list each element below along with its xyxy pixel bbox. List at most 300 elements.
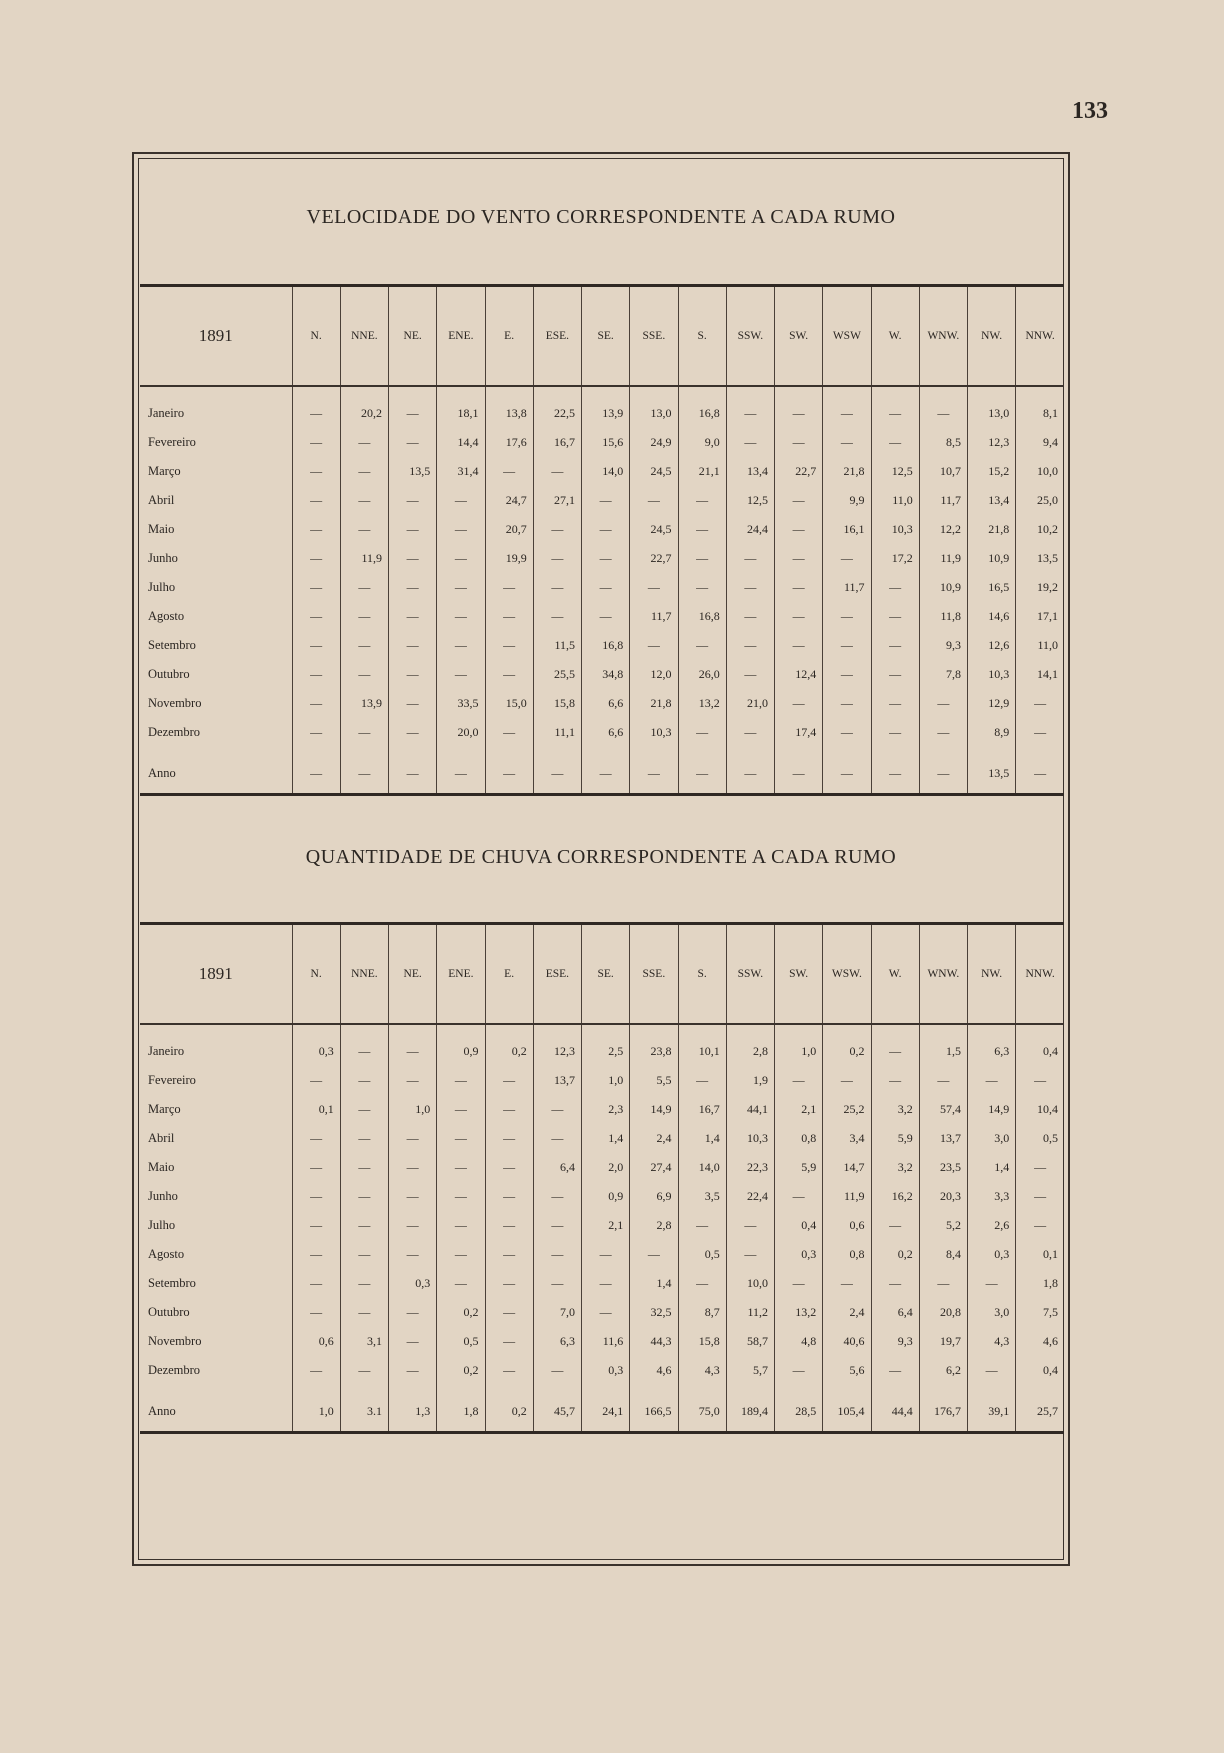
rain-column-header: ESE.: [533, 925, 581, 1024]
wind-cell: 13,9: [340, 689, 388, 718]
wind-cell: 17,2: [871, 544, 919, 573]
rain-cell: —: [823, 1269, 871, 1298]
rain-cell: —: [485, 1066, 533, 1095]
rain-cell: 3,5: [678, 1182, 726, 1211]
rain-cell: 4,8: [775, 1327, 823, 1356]
wind-cell: —: [533, 573, 581, 602]
rain-cell: 2,5: [582, 1024, 630, 1066]
wind-column-header: NNW.: [1016, 287, 1064, 386]
wind-cell: 16,5: [968, 573, 1016, 602]
wind-cell: —: [437, 747, 485, 793]
wind-cell: —: [582, 486, 630, 515]
wind-table-row: [140, 689, 1064, 718]
rain-cell: 39,1: [968, 1385, 1016, 1431]
rain-cell: 0,4: [775, 1211, 823, 1240]
wind-cell: —: [823, 660, 871, 689]
rain-table-row: [140, 1182, 1064, 1211]
rain-column-header: NNE.: [340, 925, 388, 1024]
rain-cell: 10,4: [1016, 1095, 1064, 1124]
wind-cell: 13,5: [1016, 544, 1064, 573]
rain-column-header: SSW.: [726, 925, 774, 1024]
rain-cell: —: [533, 1211, 581, 1240]
wind-cell: 26,0: [678, 660, 726, 689]
rain-cell: 1,8: [437, 1385, 485, 1431]
wind-cell: —: [775, 602, 823, 631]
rain-table-row: [140, 1240, 1064, 1269]
wind-cell: —: [919, 718, 967, 747]
wind-cell: —: [582, 602, 630, 631]
wind-row-label: Março: [148, 464, 181, 478]
wind-cell: 22,5: [533, 386, 581, 428]
rain-cell: 4,6: [630, 1356, 678, 1385]
wind-cell: —: [726, 573, 774, 602]
wind-cell: —: [582, 544, 630, 573]
wind-cell: —: [919, 386, 967, 428]
rain-cell: —: [775, 1356, 823, 1385]
rain-cell: —: [678, 1211, 726, 1240]
wind-cell: 19,9: [485, 544, 533, 573]
wind-cell: 16,8: [678, 386, 726, 428]
wind-cell: —: [340, 573, 388, 602]
wind-cell: —: [871, 660, 919, 689]
wind-table-row: [140, 718, 1064, 747]
rain-cell: 7,5: [1016, 1298, 1064, 1327]
wind-cell: 13,4: [726, 457, 774, 486]
wind-cell: 13,0: [630, 386, 678, 428]
rain-cell: 13,7: [919, 1124, 967, 1153]
wind-table-row: [140, 660, 1064, 689]
wind-cell: 10,3: [630, 718, 678, 747]
wind-cell: 8,5: [919, 428, 967, 457]
rain-table-row: [140, 1153, 1064, 1182]
wind-cell: 10,2: [1016, 515, 1064, 544]
rain-cell: 14,9: [630, 1095, 678, 1124]
wind-cell: 10,9: [919, 573, 967, 602]
wind-table-row: [140, 544, 1064, 573]
wind-cell: 11,9: [340, 544, 388, 573]
wind-cell: 15,0: [485, 689, 533, 718]
rain-cell: 2,8: [630, 1211, 678, 1240]
rain-cell: 0,3: [292, 1024, 340, 1066]
rain-cell: 5,9: [871, 1124, 919, 1153]
wind-row-label: Janeiro: [148, 406, 185, 420]
wind-cell: 12,6: [968, 631, 1016, 660]
rain-cell: 5,6: [823, 1356, 871, 1385]
wind-cell: —: [533, 602, 581, 631]
rain-cell: 3,2: [871, 1095, 919, 1124]
rain-cell: —: [582, 1269, 630, 1298]
rain-cell: 3.1: [340, 1385, 388, 1431]
rain-cell: —: [389, 1240, 437, 1269]
wind-cell: 22,7: [630, 544, 678, 573]
wind-cell: 13,9: [582, 386, 630, 428]
rain-cell: —: [630, 1240, 678, 1269]
wind-table-row: [140, 515, 1064, 544]
wind-row-label: Maio: [148, 522, 175, 536]
wind-cell: —: [389, 428, 437, 457]
rain-table-row: [140, 1298, 1064, 1327]
wind-row-label: Agosto: [148, 609, 185, 623]
rain-cell: 7,0: [533, 1298, 581, 1327]
rain-cell: —: [485, 1356, 533, 1385]
rain-cell: 58,7: [726, 1327, 774, 1356]
rain-cell: —: [533, 1182, 581, 1211]
wind-cell: 24,5: [630, 457, 678, 486]
wind-cell: —: [437, 602, 485, 631]
wind-cell: 14,6: [968, 602, 1016, 631]
wind-cell: 13,2: [678, 689, 726, 718]
rain-cell: 3,1: [340, 1327, 388, 1356]
rain-cell: 0,2: [871, 1240, 919, 1269]
rain-column-header: NW.: [968, 925, 1016, 1024]
wind-cell: —: [775, 486, 823, 515]
wind-cell: 10,7: [919, 457, 967, 486]
rain-cell: 10,1: [678, 1024, 726, 1066]
wind-cell: —: [292, 486, 340, 515]
wind-cell: —: [292, 602, 340, 631]
wind-cell: —: [389, 602, 437, 631]
rain-cell: —: [437, 1269, 485, 1298]
wind-cell: —: [678, 486, 726, 515]
wind-cell: —: [485, 631, 533, 660]
wind-cell: 12,2: [919, 515, 967, 544]
wind-cell: —: [340, 660, 388, 689]
rain-cell: —: [340, 1269, 388, 1298]
rain-cell: 6,2: [919, 1356, 967, 1385]
rain-cell: 2,4: [823, 1298, 871, 1327]
wind-cell: —: [292, 689, 340, 718]
wind-cell: —: [389, 689, 437, 718]
wind-cell: —: [389, 386, 437, 428]
rain-cell: —: [437, 1095, 485, 1124]
rain-cell: 189,4: [726, 1385, 774, 1431]
wind-row-label: Fevereiro: [148, 435, 196, 449]
wind-cell: —: [726, 602, 774, 631]
rain-cell: —: [292, 1211, 340, 1240]
rain-cell: —: [389, 1066, 437, 1095]
rain-cell: 1,9: [726, 1066, 774, 1095]
wind-cell: 21,1: [678, 457, 726, 486]
rain-cell: —: [485, 1153, 533, 1182]
wind-cell: 11,7: [919, 486, 967, 515]
rain-cell: 0,6: [823, 1211, 871, 1240]
rain-cell: 57,4: [919, 1095, 967, 1124]
wind-cell: 10,9: [968, 544, 1016, 573]
wind-cell: —: [389, 747, 437, 793]
rain-cell: —: [871, 1269, 919, 1298]
wind-cell: 11,0: [871, 486, 919, 515]
wind-cell: —: [1016, 689, 1064, 718]
wind-cell: —: [340, 486, 388, 515]
rain-cell: —: [389, 1024, 437, 1066]
wind-table: [140, 287, 1064, 793]
wind-cell: 21,8: [630, 689, 678, 718]
rain-cell: —: [871, 1211, 919, 1240]
wind-cell: 10,0: [1016, 457, 1064, 486]
rain-cell: —: [533, 1356, 581, 1385]
wind-cell: —: [340, 515, 388, 544]
wind-cell: —: [292, 386, 340, 428]
rain-cell: 0,3: [389, 1269, 437, 1298]
wind-cell: —: [823, 718, 871, 747]
rain-cell: 45,7: [533, 1385, 581, 1431]
wind-cell: 17,4: [775, 718, 823, 747]
rain-table-row: [140, 1024, 1064, 1066]
wind-cell: —: [823, 602, 871, 631]
rain-cell: 25,7: [1016, 1385, 1064, 1431]
wind-cell: —: [389, 631, 437, 660]
wind-cell: —: [823, 386, 871, 428]
rain-cell: 0,6: [292, 1327, 340, 1356]
wind-cell: —: [726, 631, 774, 660]
wind-column-header: NNE.: [340, 287, 388, 386]
rain-cell: 0,2: [823, 1024, 871, 1066]
rain-cell: 44,1: [726, 1095, 774, 1124]
rain-table-row: [140, 1095, 1064, 1124]
wind-column-header: SSE.: [630, 287, 678, 386]
wind-cell: 15,2: [968, 457, 1016, 486]
rain-cell: 1,5: [919, 1024, 967, 1066]
rain-table-row: [140, 1356, 1064, 1385]
wind-cell: 15,8: [533, 689, 581, 718]
rain-cell: 12,3: [533, 1024, 581, 1066]
rain-cell: 5,7: [726, 1356, 774, 1385]
wind-table-row: [140, 457, 1064, 486]
rain-cell: 6,4: [871, 1298, 919, 1327]
rain-cell: —: [775, 1182, 823, 1211]
wind-cell: 27,1: [533, 486, 581, 515]
wind-cell: 25,0: [1016, 486, 1064, 515]
wind-cell: —: [678, 515, 726, 544]
rain-cell: —: [485, 1240, 533, 1269]
wind-column-header: WNW.: [919, 287, 967, 386]
wind-cell: 10,3: [968, 660, 1016, 689]
rain-row-label: Setembro: [148, 1276, 196, 1290]
wind-cell: —: [582, 747, 630, 793]
rain-cell: 3,4: [823, 1124, 871, 1153]
rain-row-label: Dezembro: [148, 1363, 201, 1377]
rain-cell: 2,8: [726, 1024, 774, 1066]
rain-cell: —: [968, 1269, 1016, 1298]
wind-cell: —: [292, 428, 340, 457]
wind-column-header: E.: [485, 287, 533, 386]
rain-cell: —: [389, 1356, 437, 1385]
wind-cell: —: [775, 689, 823, 718]
rain-cell: —: [340, 1024, 388, 1066]
rain-cell: —: [485, 1327, 533, 1356]
rain-cell: 0,3: [968, 1240, 1016, 1269]
rain-cell: 11,9: [823, 1182, 871, 1211]
wind-table-row: [140, 631, 1064, 660]
wind-column-header: NW.: [968, 287, 1016, 386]
rain-cell: —: [437, 1182, 485, 1211]
rain-row-label: Julho: [148, 1218, 176, 1232]
wind-cell: —: [871, 747, 919, 793]
wind-table-row: [140, 602, 1064, 631]
wind-cell: —: [437, 486, 485, 515]
rain-cell: 14,0: [678, 1153, 726, 1182]
wind-cell: 11,1: [533, 718, 581, 747]
wind-cell: —: [292, 718, 340, 747]
wind-cell: 16,1: [823, 515, 871, 544]
wind-cell: 13,4: [968, 486, 1016, 515]
rain-cell: —: [726, 1211, 774, 1240]
page-frame: [132, 152, 1070, 1566]
rain-cell: —: [678, 1269, 726, 1298]
rain-cell: 22,3: [726, 1153, 774, 1182]
rain-column-header: NE.: [389, 925, 437, 1024]
wind-table-row: [140, 747, 1064, 793]
wind-row-label: Outubro: [148, 667, 190, 681]
wind-cell: —: [726, 747, 774, 793]
wind-cell: 34,8: [582, 660, 630, 689]
rain-cell: 20,8: [919, 1298, 967, 1327]
rain-cell: —: [871, 1024, 919, 1066]
rain-cell: 1,4: [630, 1269, 678, 1298]
wind-column-header: SSW.: [726, 287, 774, 386]
wind-cell: 17,1: [1016, 602, 1064, 631]
rain-cell: —: [968, 1066, 1016, 1095]
wind-column-header: S.: [678, 287, 726, 386]
rain-cell: 16,7: [678, 1095, 726, 1124]
rain-cell: 27,4: [630, 1153, 678, 1182]
wind-cell: —: [292, 747, 340, 793]
wind-cell: —: [292, 457, 340, 486]
rain-cell: —: [1016, 1153, 1064, 1182]
rain-cell: 0,2: [437, 1356, 485, 1385]
wind-cell: 24,4: [726, 515, 774, 544]
wind-cell: 12,5: [871, 457, 919, 486]
rain-cell: —: [292, 1356, 340, 1385]
rain-cell: —: [292, 1153, 340, 1182]
wind-cell: 13,5: [968, 747, 1016, 793]
rain-cell: 5,9: [775, 1153, 823, 1182]
wind-cell: —: [678, 718, 726, 747]
wind-row-label: Anno: [148, 765, 176, 780]
wind-cell: —: [437, 660, 485, 689]
wind-column-header: N.: [292, 287, 340, 386]
wind-cell: 10,3: [871, 515, 919, 544]
rain-cell: 1,4: [678, 1124, 726, 1153]
rain-column-header: S.: [678, 925, 726, 1024]
rain-cell: 0,1: [292, 1095, 340, 1124]
wind-cell: 6,6: [582, 689, 630, 718]
rain-cell: 2,1: [582, 1211, 630, 1240]
wind-cell: —: [340, 631, 388, 660]
rain-column-header: N.: [292, 925, 340, 1024]
wind-cell: —: [533, 457, 581, 486]
wind-cell: —: [533, 544, 581, 573]
wind-cell: —: [871, 386, 919, 428]
rain-cell: 6,3: [533, 1327, 581, 1356]
rain-cell: 40,6: [823, 1327, 871, 1356]
wind-row-label: Dezembro: [148, 725, 201, 739]
rain-cell: —: [292, 1298, 340, 1327]
rain-cell: 0,2: [485, 1385, 533, 1431]
rain-cell: 166,5: [630, 1385, 678, 1431]
rain-row-label: Agosto: [148, 1247, 185, 1261]
wind-cell: —: [630, 747, 678, 793]
wind-cell: —: [1016, 747, 1064, 793]
wind-column-header: ESE.: [533, 287, 581, 386]
wind-cell: 6,6: [582, 718, 630, 747]
rain-cell: 19,7: [919, 1327, 967, 1356]
rain-cell: 6,4: [533, 1153, 581, 1182]
wind-cell: —: [775, 544, 823, 573]
rain-cell: 10,0: [726, 1269, 774, 1298]
wind-cell: —: [871, 689, 919, 718]
rain-cell: 28,5: [775, 1385, 823, 1431]
rain-cell: 5,2: [919, 1211, 967, 1240]
rain-year: 1891: [140, 925, 292, 1024]
rain-cell: 0,9: [437, 1024, 485, 1066]
rain-cell: —: [340, 1153, 388, 1182]
wind-cell: —: [437, 515, 485, 544]
wind-cell: —: [533, 515, 581, 544]
rain-column-header: E.: [485, 925, 533, 1024]
rain-cell: —: [389, 1211, 437, 1240]
wind-cell: 24,7: [485, 486, 533, 515]
wind-cell: 8,1: [1016, 386, 1064, 428]
rain-cell: 2,0: [582, 1153, 630, 1182]
wind-cell: 11,7: [823, 573, 871, 602]
wind-row-label: Setembro: [148, 638, 196, 652]
rain-table-block: [140, 922, 1064, 1434]
wind-cell: —: [678, 747, 726, 793]
rain-cell: —: [919, 1066, 967, 1095]
rain-table-row: [140, 1211, 1064, 1240]
rain-table: [140, 925, 1064, 1431]
wind-cell: —: [340, 602, 388, 631]
wind-cell: —: [823, 689, 871, 718]
wind-cell: 7,8: [919, 660, 967, 689]
rain-cell: —: [485, 1298, 533, 1327]
rain-cell: —: [437, 1153, 485, 1182]
wind-cell: 13,0: [968, 386, 1016, 428]
rain-cell: 2,1: [775, 1095, 823, 1124]
wind-cell: 13,5: [389, 457, 437, 486]
wind-cell: 9,0: [678, 428, 726, 457]
rain-cell: —: [437, 1240, 485, 1269]
wind-cell: —: [437, 631, 485, 660]
rain-cell: 6,9: [630, 1182, 678, 1211]
wind-cell: —: [726, 718, 774, 747]
wind-cell: —: [871, 631, 919, 660]
rain-column-header: SSE.: [630, 925, 678, 1024]
rain-cell: 22,4: [726, 1182, 774, 1211]
wind-cell: —: [823, 747, 871, 793]
wind-cell: —: [871, 602, 919, 631]
rain-cell: 32,5: [630, 1298, 678, 1327]
rain-cell: 3,3: [968, 1182, 1016, 1211]
wind-cell: —: [389, 660, 437, 689]
rain-cell: 1,0: [582, 1066, 630, 1095]
rain-cell: 8,4: [919, 1240, 967, 1269]
rain-cell: —: [340, 1211, 388, 1240]
wind-cell: 12,4: [775, 660, 823, 689]
wind-cell: —: [630, 631, 678, 660]
wind-cell: —: [871, 718, 919, 747]
rain-row-label: Março: [148, 1102, 181, 1116]
rain-cell: —: [292, 1124, 340, 1153]
rain-cell: 44,4: [871, 1385, 919, 1431]
rain-cell: —: [871, 1356, 919, 1385]
rain-cell: —: [1016, 1182, 1064, 1211]
rain-cell: 44,3: [630, 1327, 678, 1356]
rain-cell: —: [340, 1095, 388, 1124]
wind-column-header: ENE.: [437, 287, 485, 386]
wind-cell: 9,4: [1016, 428, 1064, 457]
